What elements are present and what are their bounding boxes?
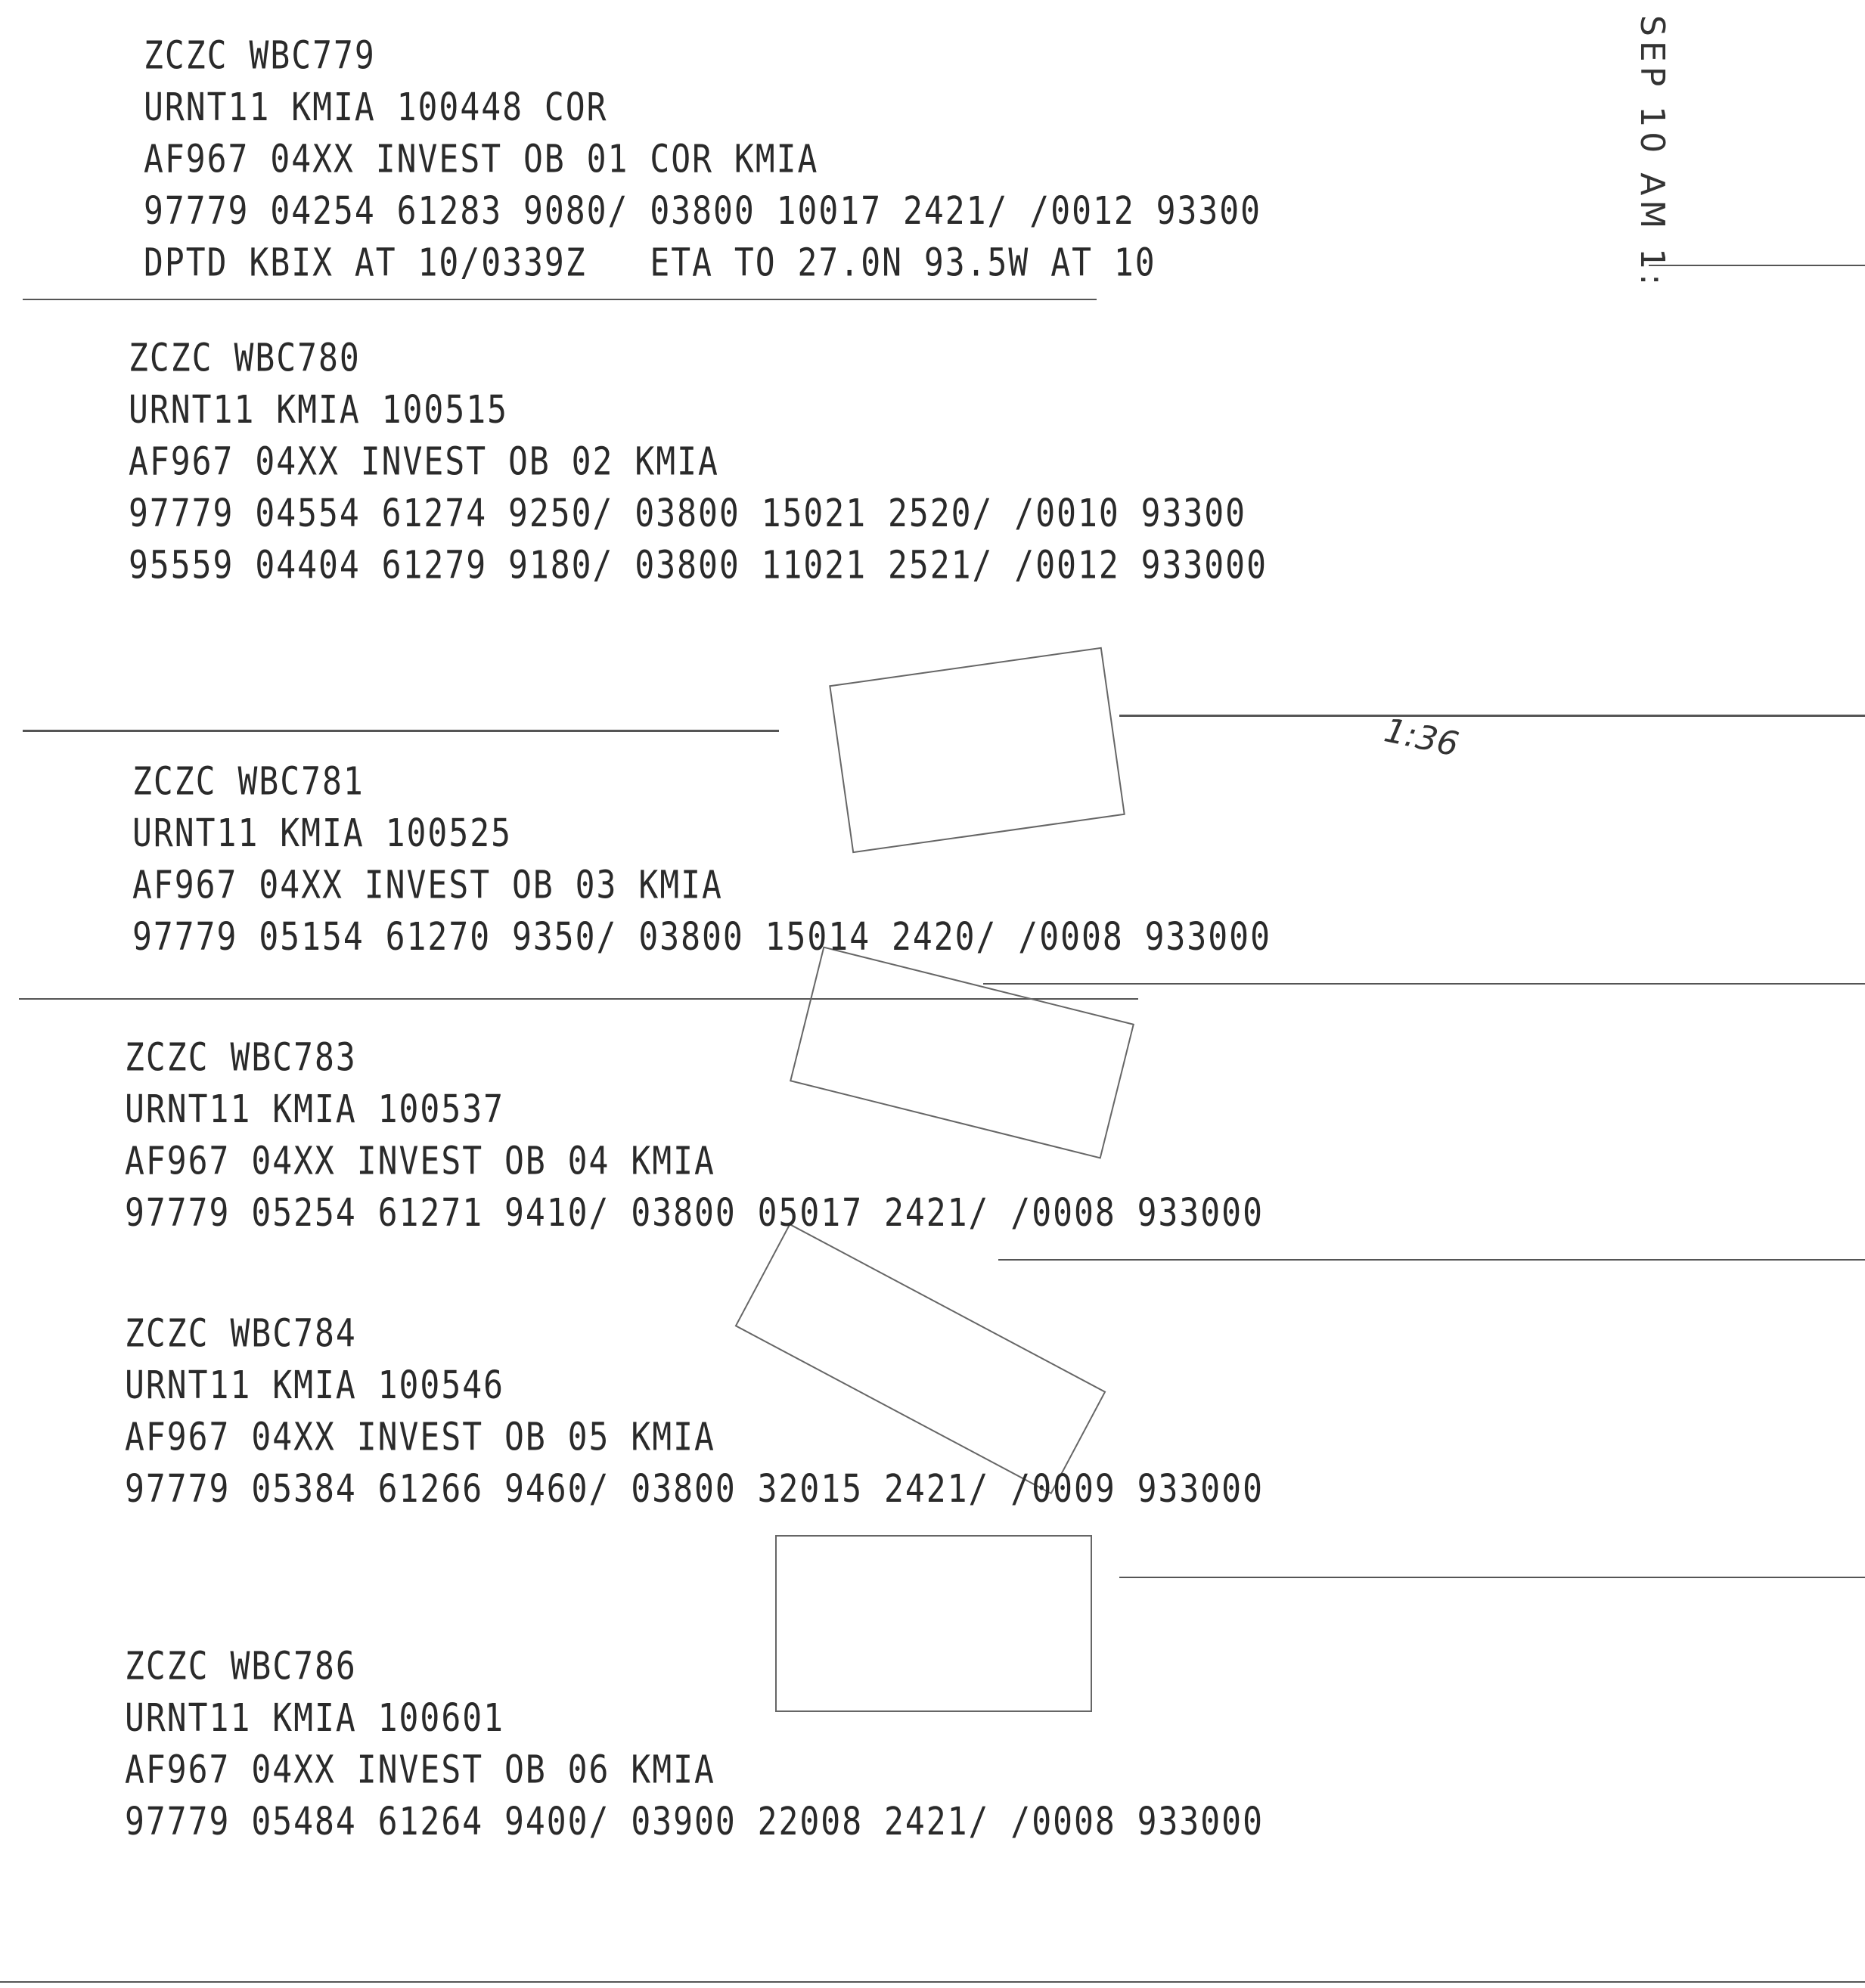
message-flight-id: AF967 04XX INVEST OB 02 KMIA xyxy=(129,439,719,485)
message-flight-id: AF967 04XX INVEST OB 05 KMIA xyxy=(125,1415,715,1460)
message-observation: 97779 05154 61270 9350/ 03800 15014 2420/ /0008 933000 xyxy=(132,915,1271,960)
message-observation: 97779 05384 61266 9460/ 03800 32015 2421/ /0009 933000 xyxy=(125,1467,1264,1512)
message-heading-code: URNT11 KMIA 100546 xyxy=(125,1363,504,1409)
separator-line xyxy=(983,983,1865,985)
message-observation: 97779 05484 61264 9400/ 03900 22008 2421/ /0008 933000 xyxy=(125,1800,1264,1845)
message-header: ZCZC WBC781 xyxy=(132,759,365,805)
message-heading-code: URNT11 KMIA 100525 xyxy=(132,811,512,857)
message-observation: 97779 04254 61283 9080/ 03800 10017 2421/ /0012 93300 xyxy=(144,189,1262,234)
received-time-stamp: 1:36 xyxy=(1380,711,1463,764)
message-heading-code: URNT11 KMIA 100448 COR xyxy=(144,85,608,131)
teletype-message xyxy=(129,333,1268,591)
message-header: ZCZC WBC786 xyxy=(125,1644,357,1689)
message-observation: 95559 04404 61279 9180/ 03800 11021 2521/ /0012 933000 xyxy=(129,543,1268,588)
separator-line xyxy=(23,730,779,732)
message-header: ZCZC WBC784 xyxy=(125,1311,357,1357)
message-header: ZCZC WBC780 xyxy=(129,336,361,381)
message-heading-code: URNT11 KMIA 100515 xyxy=(129,388,508,433)
message-header: ZCZC WBC779 xyxy=(144,33,376,79)
separator-line xyxy=(1119,1577,1865,1578)
separator-line xyxy=(998,1259,1865,1261)
teletype-message xyxy=(132,756,1271,963)
message-heading-code: URNT11 KMIA 100601 xyxy=(125,1696,504,1741)
teletype-message xyxy=(125,1641,1264,1848)
separator-line xyxy=(1119,715,1865,717)
message-flight-id: AF967 04XX INVEST OB 06 KMIA xyxy=(125,1748,715,1793)
teletype-message xyxy=(144,30,1261,289)
message-flight-id: AF967 04XX INVEST OB 03 KMIA xyxy=(132,863,723,908)
teletype-message xyxy=(125,1308,1264,1515)
received-date-stamp: SEP 10 AM 1: xyxy=(1633,15,1671,290)
message-flight-id: AF967 04XX INVEST OB 04 KMIA xyxy=(125,1139,715,1184)
separator-line xyxy=(1649,265,1865,266)
message-header: ZCZC WBC783 xyxy=(125,1035,357,1081)
separator-line xyxy=(0,1981,1865,1983)
message-flight-id: AF967 04XX INVEST OB 01 COR KMIA xyxy=(144,137,819,182)
message-heading-code: URNT11 KMIA 100537 xyxy=(125,1087,504,1133)
teletype-message xyxy=(125,1032,1264,1239)
message-departure-note: DPTD KBIX AT 10/0339Z ETA TO 27.0N 93.5W AT 10 xyxy=(144,240,1156,286)
message-observation: 97779 05254 61271 9410/ 03800 05017 2421/ /0008 933000 xyxy=(125,1191,1264,1236)
message-observation: 97779 04554 61274 9250/ 03800 15021 2520/ /0010 93300 xyxy=(129,492,1247,537)
separator-line xyxy=(23,299,1097,300)
